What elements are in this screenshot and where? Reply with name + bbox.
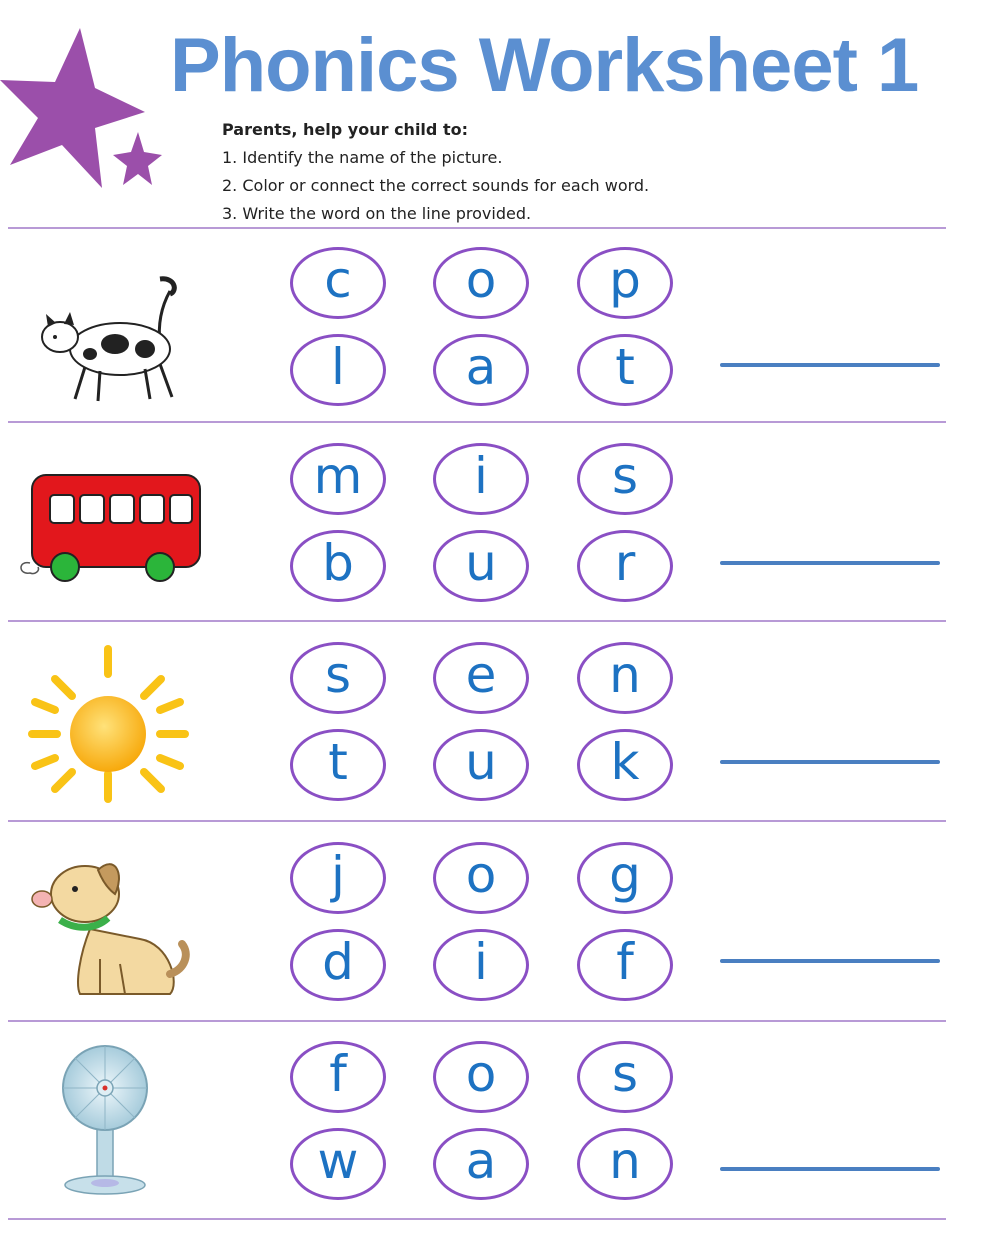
letter-bubble[interactable]: a (433, 334, 529, 406)
letter-bubble[interactable]: e (433, 642, 529, 714)
letter-bubble[interactable]: n (577, 642, 673, 714)
letter-bubble[interactable]: t (290, 729, 386, 801)
letter-bubble[interactable]: u (433, 729, 529, 801)
divider (8, 1020, 946, 1022)
letter-bubble[interactable]: s (577, 443, 673, 515)
letter-bubble[interactable]: l (290, 334, 386, 406)
word-row-dog (0, 824, 1000, 1020)
letter-bubble[interactable]: g (577, 842, 673, 914)
large-star-icon (0, 28, 145, 188)
letter-bubble[interactable]: o (433, 842, 529, 914)
answer-line[interactable] (720, 363, 940, 367)
answer-line[interactable] (720, 561, 940, 565)
answer-line[interactable] (720, 1167, 940, 1171)
letter-bubble[interactable]: w (290, 1128, 386, 1200)
instructions (222, 116, 649, 228)
letter-bubble[interactable]: o (433, 1041, 529, 1113)
word-row-fan (0, 1023, 1000, 1219)
letter-bubble[interactable]: s (577, 1041, 673, 1113)
letter-bubble[interactable]: i (433, 443, 529, 515)
instruction-step-3: 3. Write the word on the line provided. (222, 204, 532, 223)
sun-icon (20, 644, 210, 804)
letter-bubble[interactable]: f (577, 929, 673, 1001)
instruction-step-1: 1. Identify the name of the picture. (222, 148, 503, 167)
letter-bubble[interactable]: p (577, 247, 673, 319)
letter-bubble[interactable]: a (433, 1128, 529, 1200)
letter-bubble[interactable]: b (290, 530, 386, 602)
letter-bubble[interactable]: i (433, 929, 529, 1001)
cat-icon (20, 249, 210, 409)
bus-icon (20, 445, 210, 605)
answer-line[interactable] (720, 959, 940, 963)
letter-bubble[interactable]: n (577, 1128, 673, 1200)
dog-icon (20, 844, 210, 1004)
letter-bubble[interactable]: t (577, 334, 673, 406)
stars-icon (0, 20, 170, 195)
divider (8, 820, 946, 822)
instruction-step-2: 2. Color or connect the correct sounds for each word. (222, 176, 650, 195)
word-row-sun (0, 624, 1000, 820)
instructions-lead: Parents, help your child to: (222, 120, 468, 139)
letter-bubble[interactable]: m (290, 443, 386, 515)
letter-bubble[interactable]: c (290, 247, 386, 319)
letter-bubble[interactable]: k (577, 729, 673, 801)
word-row-bus (0, 425, 1000, 621)
letter-bubble[interactable]: o (433, 247, 529, 319)
letter-bubble[interactable]: s (290, 642, 386, 714)
letter-bubble[interactable]: d (290, 929, 386, 1001)
letter-bubble[interactable]: u (433, 530, 529, 602)
answer-line[interactable] (720, 760, 940, 764)
fan-icon (20, 1043, 210, 1203)
page-title: Phonics Worksheet 1 (170, 23, 919, 108)
letter-bubble[interactable]: r (577, 530, 673, 602)
word-row-cat (0, 229, 1000, 425)
small-star-icon (113, 132, 162, 185)
letter-bubble[interactable]: j (290, 842, 386, 914)
letter-bubble[interactable]: f (290, 1041, 386, 1113)
